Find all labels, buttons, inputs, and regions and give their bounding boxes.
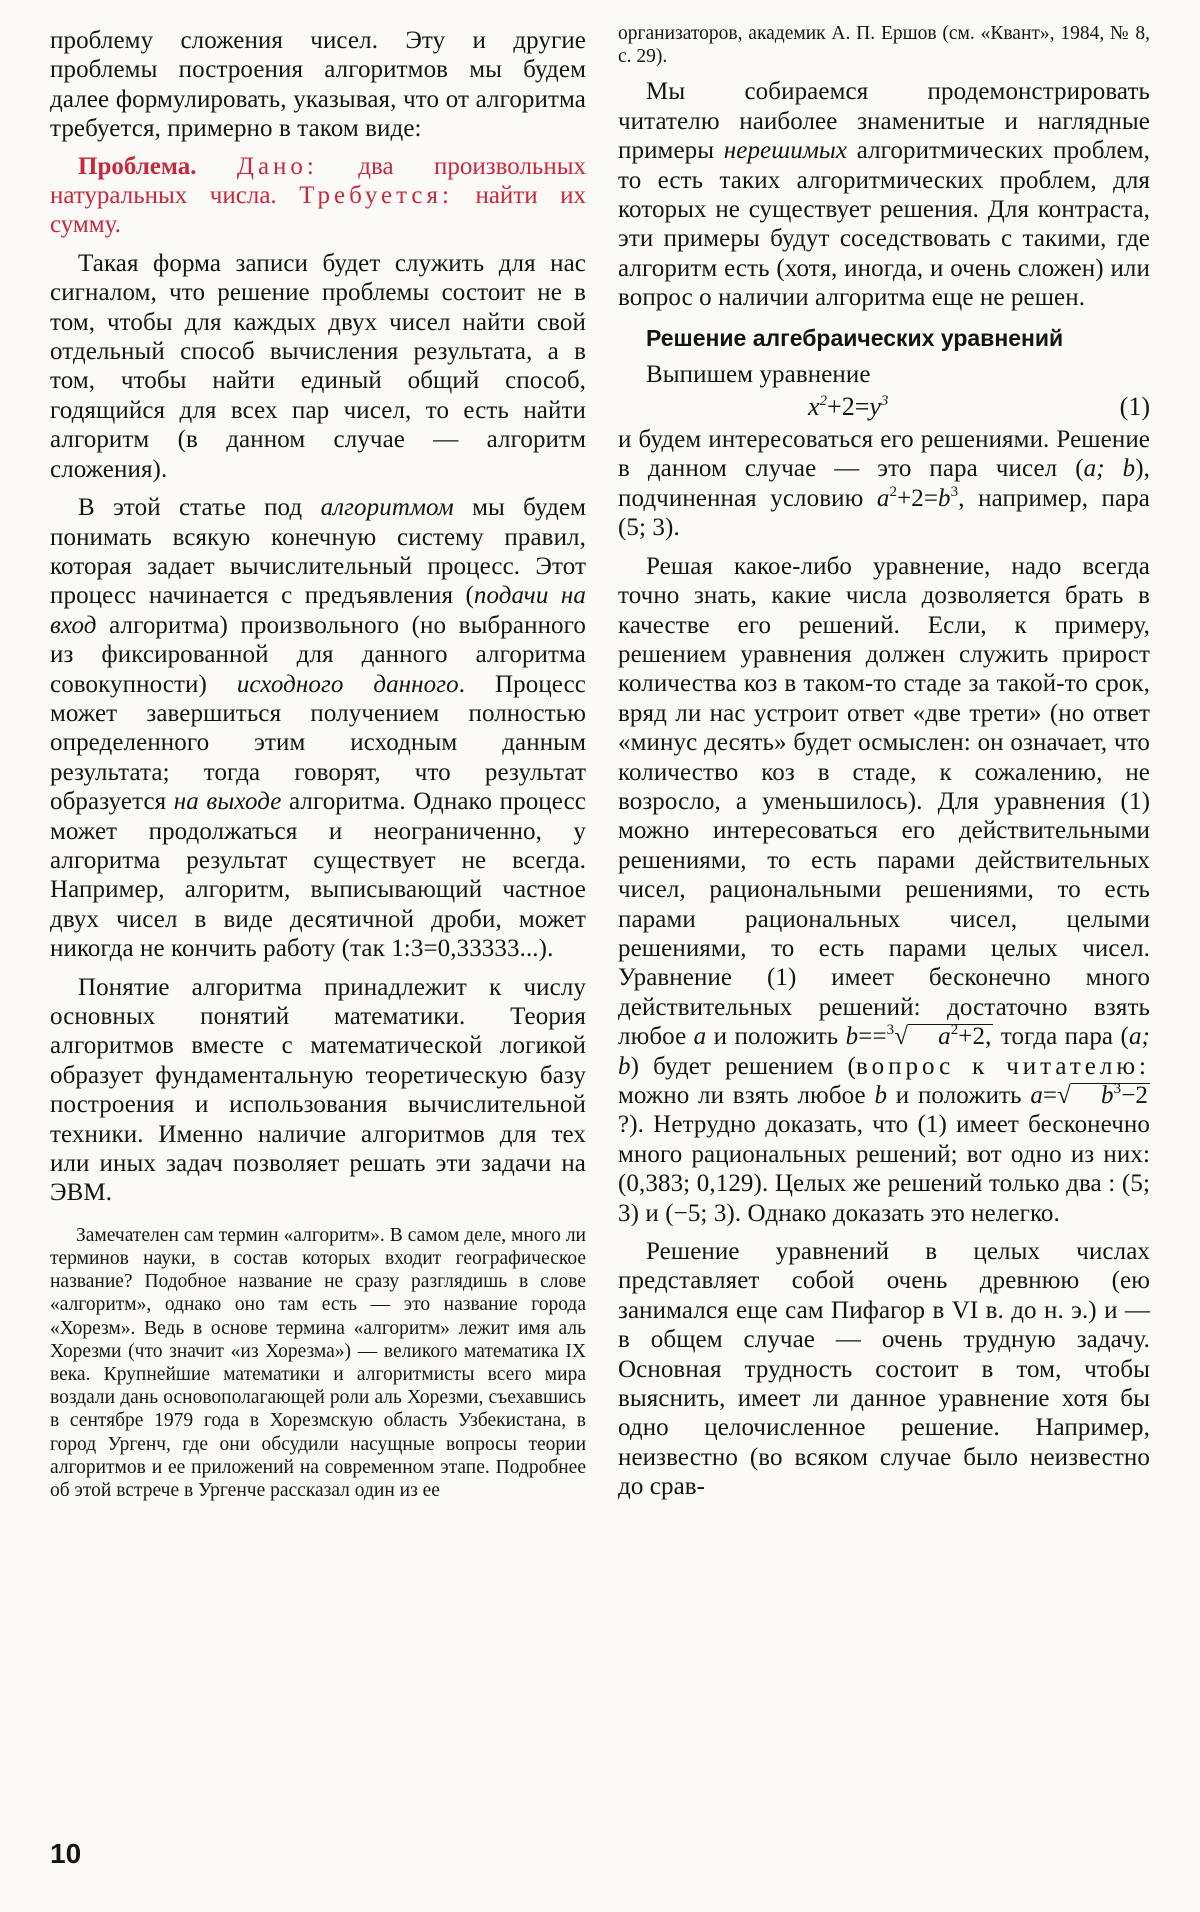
- paragraph-unsolvable: [618, 77, 1150, 312]
- pair-ab: a; b: [1083, 455, 1136, 483]
- var-b: b: [1100, 1082, 1114, 1109]
- problem-given-label: Дано:: [236, 152, 318, 180]
- square-root: [1071, 1083, 1150, 1108]
- var-y: y: [869, 392, 881, 422]
- problem-statement: [50, 152, 586, 240]
- eq-sign: =: [872, 1023, 887, 1051]
- condition-formula: $a^2+2=b^3$,: [876, 483, 965, 512]
- paragraph-which-numbers: Решая какое-либо уравнение, надо всегда точно знать, какие числа дозволяется брать в качестве его решений. Если, к примеру, решением уравнения должен служить прирост количества коз в таком-то стаде за такой-то срок, вряд ли нас устроит ответ «две трети» (но ответ «минус десять» будет осмыслен: он означает, что количество коз в стаде, к сожалению, не возросло, а уменьшилось). Для уравнения (1) можно интересоваться его действительными решениями, то есть парами действительных чисел, рациональными решениями, то есть парами рациональных чисел, целыми решениями, то есть парами целых чисел. Уравнение (1) имеет бесконечно много действительных решений: достаточно взять любое a и положить b==$^3$√ $a^2+2$, тогда пара (a; b) будет решением (вопрос к читателю: можно ли взять любое b и положить a=√ $b^3-2$?). Нетрудно доказать, что (1) имеет бесконечно много рациональных решений; вот одно из них: (0,383; 0,129). Целых же решений только два : (5; 3) и (−5; 3). Однако доказать это нелегко.: [618, 552, 1150, 1227]
- equation-formula: [808, 389, 888, 425]
- problem-required-text: найти их сумму.: [50, 182, 587, 239]
- exp-2: 2: [819, 393, 828, 410]
- cube-root: [908, 1024, 993, 1049]
- text-run: можно ли взять любое: [618, 1082, 866, 1109]
- exp-3: 3: [1113, 1081, 1122, 1097]
- exp-3: 3: [880, 393, 889, 410]
- text-run: ) будет решением (: [630, 1052, 856, 1080]
- emphasis-input: подачи на вход: [50, 582, 586, 639]
- text-run: В этой статье под: [78, 494, 303, 522]
- var-a: a: [876, 484, 890, 512]
- page-number: 10: [50, 1838, 82, 1869]
- right-column: [618, 22, 1150, 1502]
- eq-sign: =: [858, 1023, 873, 1051]
- var-b: b: [845, 1023, 859, 1051]
- var-a: a: [938, 1023, 951, 1051]
- exp-2: 2: [950, 1022, 959, 1039]
- paragraph-algorithm-definition: [50, 493, 586, 964]
- root-index: 3: [886, 1022, 895, 1039]
- exp-2: 2: [889, 483, 898, 500]
- paragraph-integer-solutions: Решение уравнений в целых числах представляет собой очень древнюю (ею занимался еще сам Пифагор в VI в. до н. э.) и — в общем случае — очень трудную задачу. Основная трудность состоит в том, чтобы выяснить, имеет ли данное уравнение хотя бы одно целочисленное решение. Например, неизвестно (во всяком случае было неизвестно до срав-: [618, 1238, 1150, 1501]
- emphasis-output: на выходе: [173, 788, 282, 816]
- text-run: мы будем понимать всякую конечную систему правил, которая задает вычислительный процесс. Этот процесс начинается с предъявления (: [50, 494, 587, 610]
- text-run: ?). Нетрудно доказать, что (1) имеет бесконечно много рациональных решений; вот одно из них: (0,383; 0,129). Целых же решений только два : (5; 3) и (−5; 3). Однако доказать это нелегко.: [618, 1111, 1150, 1227]
- eq-mid: +2=: [897, 484, 939, 512]
- paragraph-solution: [618, 425, 1150, 543]
- text-run: ), подчиненная условию: [618, 455, 1150, 512]
- problem-label: Проблема.: [78, 152, 197, 180]
- text-run: Решая какое-либо уравнение, надо всегда точно знать, какие числа дозволяется брать в качестве его решений. Если, к примеру, решением уравнения должен служить прирост количества коз в таком-то стаде за такой-то срок, вряд ли нас устроит ответ «две трети» (но ответ «минус десять» будет осмыслен: он означает, что количество коз в стаде, к сожалению, не возросло, а уменьшилось). Для уравнения (1) можно интересоваться его действительными решениями, то есть парами действительных чисел, рациональными решениями, то есть парами рациональных чисел, целыми решениями, то есть парами целых чисел. Уравнение (1) имеет бесконечно много действительных решений: достаточно взять любое: [618, 552, 1150, 1051]
- footnote-continuation: организаторов, академик А. П. Ершов (см. «Квант», 1984, № 8, с. 29).: [618, 23, 1150, 68]
- root-rest: −2: [1121, 1082, 1149, 1109]
- left-column: [50, 26, 586, 1502]
- var-b: b: [874, 1082, 888, 1109]
- problem-given-text: два произвольных натуральных числа.: [50, 152, 586, 210]
- eq-mid: +2=: [827, 392, 870, 422]
- footnote: Замечателен сам термин «алгоритм». В самом деле, много ли терминов науки, в состав которых входит географическое название? Подобное название не сразу разглядишь в слове «алгоритм», однако оно там есть — это название города «Хорезм». Ведь в основе термина «алгоритм» лежит имя аль Хорезми (что значит «из Хорезма») — великого математика IX века. Крупнейшие математики и алгоритмисты всего мира воздали дань основополагающей роли аль Хорезми, съехавшись в сентябре 1979 года в Хорезмскую область Узбекистана, в город Ургенч, где они обсудили насущные вопросы теории алгоритмов и ее приложений на современном этапе. Подробнее об этой встрече в Ургенче рассказал один из ее: [50, 1224, 586, 1502]
- emphasis-source-data: исходного данного: [236, 670, 459, 698]
- text-run: Мы собираемся продемонстрировать читателю наиболее знаменитые и наглядные примеры: [618, 78, 1150, 165]
- pair-ab: a; b: [618, 1023, 1150, 1080]
- exp-3: 3: [950, 483, 959, 500]
- paragraph-form: Такая форма записи будет служить для нас сигналом, что решение проблемы состоит не в том, чтобы для каждых двух чисел найти свой отдельный способ вычисления результата, а в том, чтобы найти единый общий способ, годящийся для всех пар чисел, то есть найти алгоритм (в данном случае — алгоритм сложения).: [50, 249, 586, 483]
- var-a: a: [1030, 1082, 1043, 1109]
- text-run: и положить: [895, 1082, 1022, 1109]
- text-run: тогда пара (: [1000, 1023, 1129, 1051]
- var-b: b: [938, 484, 951, 512]
- root-rest: +2,: [958, 1023, 992, 1051]
- paragraph-write-equation: Выпишем уравнение: [646, 360, 871, 388]
- section-heading: Решение алгебраических уравнений: [646, 324, 1064, 351]
- emphasis-algorithm: алгоритмом: [320, 494, 454, 522]
- problem-required-label: Требуется:: [299, 182, 453, 210]
- text-run: алгоритма. Однако процесс может продолжаться и неограниченно, у алгоритма результат существует не всегда. Например, алгоритм, выписывающий частное двух чисел в виде десятичной дроби, может никогда не кончить работу (так 1:3=0,33333...).: [50, 788, 586, 963]
- var-x: x: [808, 392, 820, 422]
- emphasis-unsolvable: нерешимых: [723, 137, 848, 165]
- text-run: алгоритма) произвольного (но выбранного из фиксированной для данного алгоритма совокупности): [50, 611, 586, 698]
- paragraph-intro: проблему сложения чисел. Эту и другие проблемы построения алгоритмов мы будем далее формулировать, указывая, что от алгоритма требуется, примерно в таком виде:: [50, 27, 586, 143]
- var-a: a: [693, 1023, 707, 1051]
- text-run: алгоритмических проблем, то есть таких алгоритмических проблем, для которых не существует решения. Для контраста, эти примеры будут соседствовать с такими, где алгоритм есть (хотя, иногда, и очень сложен) или вопрос о наличии алгоритма еще не решен.: [618, 137, 1151, 312]
- eq-sign: =: [1042, 1082, 1058, 1109]
- text-run: и будем интересоваться его решениями. Решение в данном случае — это пара чисел (: [618, 426, 1150, 483]
- paragraph-theory: Понятие алгоритма принадлежит к числу основных понятий математики. Теория алгоритмов вместе с математической логикой образует фундаментальную теоретическую базу построения и использования вычислительной техники. Именно наличие алгоритмов для тех или иных задач позволяет решать эти задачи на ЭВМ.: [50, 973, 586, 1207]
- text-run: . Процесс может завершиться получением полностью определенного этим исходным данным результата; тогда говорят, что результат образуется: [50, 670, 587, 816]
- text-run: и положить: [713, 1023, 839, 1051]
- text-run: например, пара (5; 3).: [618, 484, 1150, 542]
- question-to-reader: вопрос к читателю:: [855, 1052, 1150, 1080]
- equation-1: [618, 389, 1150, 425]
- equation-number: (1): [1119, 392, 1150, 422]
